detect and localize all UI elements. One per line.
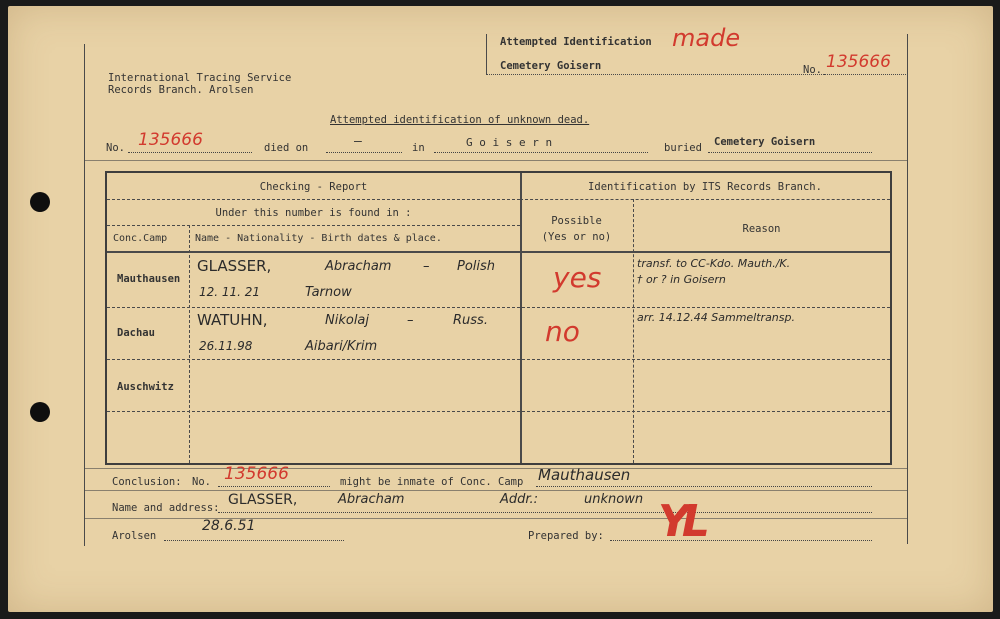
subheader-rule [107,225,520,226]
col-possible-divider [633,199,634,463]
conclusion-camp-value: Mauthausen [538,466,631,484]
header-no-value: 135666 [826,52,891,72]
in-value: G o i s e r n [466,136,553,149]
right-header: Identification by ITS Records Branch. [588,181,822,193]
name-address-name: GLASSER, [228,492,298,508]
col-reason-header: Reason [742,223,781,235]
right-header-rule [520,199,890,200]
name-address-dots [218,512,872,513]
conclusion-might-be: might be inmate of Conc. Camp [340,476,524,488]
row2-name: WATUHN, [197,311,268,329]
buried-label: buried [664,142,702,154]
header-no-label: No. [803,64,822,76]
row3-camp: Auschwitz [117,381,174,393]
record-no-label: No. [106,142,125,154]
addr-value: unknown [584,492,644,507]
row2-birth-place: Aibari/Krim [305,339,378,354]
row1-camp: Mauthausen [117,273,181,285]
date-dots [164,540,344,541]
col-camp-header: Conc.Camp [113,233,168,244]
record-no-dots [128,152,252,153]
prepared-label: Prepared by: [528,530,604,542]
row1-nationality: Polish [457,259,496,274]
punch-hole-bottom [30,402,50,422]
in-dots [434,152,648,153]
cemetery-label: Cemetery Goisern [500,60,602,72]
form-title: Attempted identification of unknown dead. [330,114,590,126]
left-header-rule [107,199,520,200]
died-on-label: died on [264,142,309,154]
row1-reason-1: transf. to CC-Kdo. Mauth./K. [637,257,791,270]
row2-nationality: Russ. [453,313,488,328]
row1-rule [107,307,890,308]
col-possible-header-2: (Yes or no) [541,231,612,243]
buried-value: Cemetery Goisern [714,136,816,148]
conclusion-no-value: 135666 [224,464,289,484]
buried-dots [708,152,872,153]
column-header-rule [107,251,890,253]
row1-reason-2: † or ? in Goisern [637,273,726,286]
row2-birth-date: 26.11.98 [199,339,253,353]
conclusion-no-label: No. [192,476,211,488]
row2-first: Nikolaj [325,313,370,328]
left-header: Checking - Report [259,181,368,193]
row2-possible: no [545,315,580,348]
conclusion-bottom-rule [84,490,908,491]
subheader: Under this number is found in : [215,207,412,219]
index-card [8,6,993,612]
row1-dash: – [423,259,430,274]
date-value: 28.6.51 [202,518,256,534]
col-name-header: Name - Nationality - Birth dates & place. [195,233,442,244]
prepared-dots [610,540,872,541]
row2-dash: – [407,313,414,328]
row2-rule [107,359,890,360]
prepared-initials: YL [658,496,702,547]
checking-table [105,171,892,465]
org-line1: International Tracing Service [108,72,292,84]
col-possible-header-1: Possible [551,215,602,227]
row1-name: GLASSER, [197,257,272,275]
record-no-value: 135666 [138,130,203,150]
name-address-label: Name and address: [112,502,220,514]
row1-birth-date: 12. 11. 21 [199,285,261,299]
row3-rule [107,411,890,412]
form-left-rule [84,44,85,546]
header-box-left-rule [486,34,487,74]
punch-hole-top [30,192,50,212]
col-camp-divider [189,225,190,463]
attempted-identification-label: Attempted Identification [500,36,652,48]
died-on-value: — [354,134,362,149]
header-box-bottom-rule [486,74,908,75]
row2-camp: Dachau [117,327,155,339]
in-label: in [412,142,425,154]
name-address-first: Abracham [338,492,405,507]
row1-possible: yes [553,261,602,294]
row2-reason-1: arr. 14.12.44 Sammeltransp. [637,311,795,324]
died-on-dots [326,152,402,153]
addr-label: Addr.: [500,492,539,507]
org-line2: Records Branch. Arolsen [108,84,254,96]
row1-first: Abracham [325,259,392,274]
record-rule [84,160,908,161]
conclusion-top-rule [84,468,908,469]
conclusion-no-dots [218,486,330,487]
conclusion-camp-dots [536,486,872,487]
place-label: Arolsen [112,530,157,542]
row1-birth-place: Tarnow [305,285,352,300]
attempted-identification-value: made [672,24,741,52]
conclusion-label: Conclusion: [112,476,182,488]
